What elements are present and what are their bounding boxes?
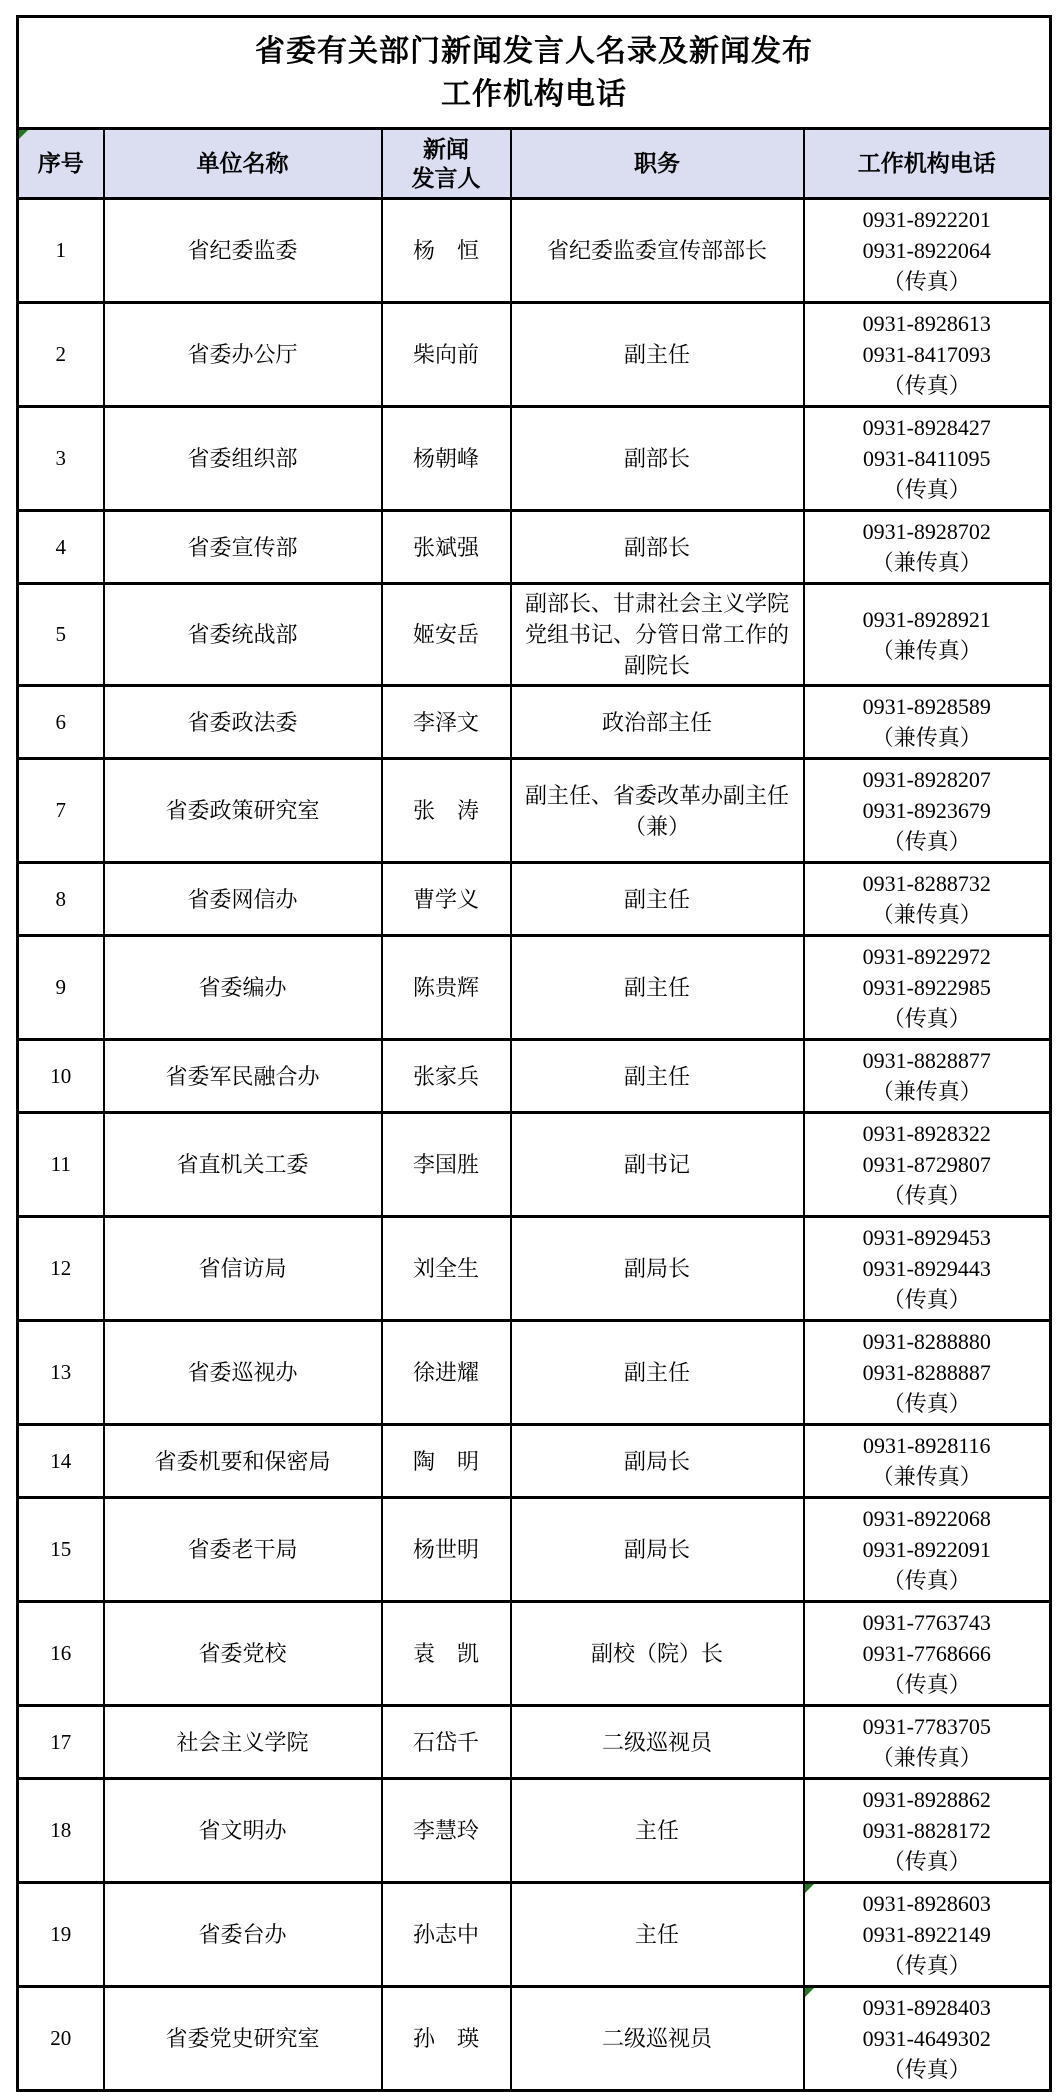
position-cell: 副书记 [511, 1113, 804, 1217]
phone-line: 0931-8922068 [862, 1506, 991, 1531]
phone-line: 0931-4649302 [862, 2026, 991, 2051]
unit-cell: 社会主义学院 [104, 1706, 382, 1779]
spokesperson-cell: 曹学义 [382, 863, 511, 936]
spokesperson-cell: 徐进耀 [382, 1321, 511, 1425]
phone-cell [804, 863, 1051, 936]
position-cell: 副局长 [511, 1425, 804, 1498]
title-row [18, 17, 1051, 129]
phone-line: 0931-8729807 [862, 1152, 991, 1177]
table-row [18, 936, 1051, 1040]
unit-cell: 省信访局 [104, 1217, 382, 1321]
header-seq [18, 129, 104, 199]
seq-cell: 16 [18, 1602, 104, 1706]
phone-line: 0931-8922064 [862, 238, 991, 263]
position-cell: 副局长 [511, 1217, 804, 1321]
phone-line: 0931-8828172 [862, 1818, 991, 1843]
table-row [18, 407, 1051, 511]
phone-line: 0931-8288880 [862, 1329, 991, 1354]
spokesperson-cell: 杨 恒 [382, 199, 511, 303]
position-cell: 副主任、省委改革办副主任（兼） [511, 759, 804, 863]
unit-cell: 省文明办 [104, 1779, 382, 1883]
unit-cell: 省委巡视办 [104, 1321, 382, 1425]
seq-cell: 12 [18, 1217, 104, 1321]
phone-line: （传真） [882, 2057, 971, 2082]
unit-cell: 省委政策研究室 [104, 759, 382, 863]
table-row [18, 1779, 1051, 1883]
seq-cell: 10 [18, 1040, 104, 1113]
phone-cell [804, 1113, 1051, 1217]
seq-cell: 8 [18, 863, 104, 936]
unit-cell: 省委军民融合办 [104, 1040, 382, 1113]
table-row [18, 1498, 1051, 1602]
table-row [18, 1217, 1051, 1321]
seq-cell: 9 [18, 936, 104, 1040]
phone-line: （兼传真） [871, 725, 982, 750]
phone-line: （兼传真） [871, 1745, 982, 1770]
phone-cell [804, 303, 1051, 407]
spokesperson-directory-table [16, 15, 1052, 2092]
unit-cell: 省委党校 [104, 1602, 382, 1706]
unit-cell: 省委老干局 [104, 1498, 382, 1602]
spokesperson-cell: 孙志中 [382, 1883, 511, 1987]
seq-cell: 20 [18, 1987, 104, 2091]
seq-cell: 11 [18, 1113, 104, 1217]
spokesperson-cell: 张家兵 [382, 1040, 511, 1113]
header-position [511, 129, 804, 199]
phone-line: 0931-8928116 [863, 1433, 991, 1458]
phone-line: 0931-8828877 [862, 1048, 991, 1073]
phone-line: （传真） [882, 1953, 971, 1978]
spokesperson-cell: 李泽文 [382, 686, 511, 759]
phone-line: （传真） [882, 269, 971, 294]
spokesperson-cell: 陈贵辉 [382, 936, 511, 1040]
table-title-line1: 省委有关部门新闻发言人名录及新闻发布 [255, 34, 814, 68]
table-row [18, 1706, 1051, 1779]
phone-line: 0931-8928862 [862, 1787, 991, 1812]
phone-line: 0931-7763743 [862, 1610, 991, 1635]
phone-line: 0931-8923679 [862, 798, 991, 823]
phone-line: （传真） [882, 1006, 971, 1031]
phone-cell [804, 1883, 1051, 1987]
spokesperson-cell: 石岱千 [382, 1706, 511, 1779]
seq-cell: 3 [18, 407, 104, 511]
table-row [18, 511, 1051, 584]
phone-line: （传真） [882, 1183, 971, 1208]
position-cell: 副主任 [511, 936, 804, 1040]
position-cell: 副主任 [511, 1321, 804, 1425]
phone-line: 0931-8288887 [862, 1360, 991, 1385]
position-cell: 二级巡视员 [511, 1706, 804, 1779]
phone-line: （传真） [882, 477, 971, 502]
spokesperson-cell: 刘全生 [382, 1217, 511, 1321]
header-spokesperson [382, 129, 511, 199]
phone-cell [804, 1706, 1051, 1779]
spokesperson-cell: 张 涛 [382, 759, 511, 863]
header-unit [104, 129, 382, 199]
unit-cell: 省委编办 [104, 936, 382, 1040]
phone-line: （兼传真） [871, 637, 982, 663]
seq-cell: 2 [18, 303, 104, 407]
unit-cell: 省委台办 [104, 1883, 382, 1987]
position-cell: 副部长 [511, 511, 804, 584]
phone-line: 0931-8288732 [862, 871, 991, 896]
seq-cell: 7 [18, 759, 104, 863]
phone-line: （传真） [882, 1672, 971, 1697]
phone-line: （传真） [882, 1849, 971, 1874]
phone-line: （兼传真） [871, 1464, 982, 1489]
cell-error-indicator-icon [805, 1988, 814, 1997]
phone-cell [804, 407, 1051, 511]
phone-line: 0931-8928403 [862, 1995, 991, 2020]
phone-line: 0931-8928207 [862, 767, 991, 792]
phone-line: （传真） [882, 1568, 971, 1593]
phone-cell [804, 1602, 1051, 1706]
phone-cell [804, 686, 1051, 759]
spokesperson-cell: 杨朝峰 [382, 407, 511, 511]
header-position-label: 职务 [634, 150, 680, 176]
phone-cell [804, 1321, 1051, 1425]
table-row [18, 1321, 1051, 1425]
phone-line: 0931-8417093 [862, 342, 991, 367]
seq-cell: 17 [18, 1706, 104, 1779]
phone-cell [804, 1217, 1051, 1321]
header-spokesperson-line2: 发言人 [411, 164, 481, 191]
spokesperson-cell: 姬安岳 [382, 584, 511, 686]
unit-cell: 省委组织部 [104, 407, 382, 511]
spokesperson-cell: 柴向前 [382, 303, 511, 407]
position-cell: 副校（院）长 [511, 1602, 804, 1706]
cell-error-indicator-icon [805, 1884, 814, 1893]
phone-cell [804, 584, 1051, 686]
header-phone [804, 129, 1051, 199]
header-phone-label: 工作机构电话 [857, 150, 996, 176]
spokesperson-cell: 李国胜 [382, 1113, 511, 1217]
unit-cell: 省委统战部 [104, 584, 382, 686]
table-row [18, 1425, 1051, 1498]
phone-line: （传真） [882, 1391, 971, 1416]
position-cell: 副局长 [511, 1498, 804, 1602]
phone-line: （传真） [882, 1287, 971, 1312]
phone-line: 0931-8928589 [862, 694, 991, 719]
phone-cell [804, 1425, 1051, 1498]
seq-cell: 4 [18, 511, 104, 584]
table-row [18, 1040, 1051, 1113]
phone-cell [804, 199, 1051, 303]
seq-cell: 13 [18, 1321, 104, 1425]
table-row [18, 1987, 1051, 2091]
phone-line: 0931-8929443 [862, 1256, 991, 1281]
spokesperson-cell: 陶 明 [382, 1425, 511, 1498]
phone-line: （兼传真） [871, 1079, 982, 1104]
table-row [18, 584, 1051, 686]
phone-line: 0931-8928613 [862, 311, 991, 336]
table-body [18, 199, 1051, 2091]
position-cell: 主任 [511, 1779, 804, 1883]
phone-cell [804, 1987, 1051, 2091]
phone-cell [804, 936, 1051, 1040]
position-cell: 二级巡视员 [511, 1987, 804, 2091]
phone-line: 0931-8928921 [862, 606, 991, 632]
phone-line: 0931-8922149 [862, 1922, 991, 1947]
phone-cell [804, 1779, 1051, 1883]
position-cell: 副部长 [511, 407, 804, 511]
seq-cell: 18 [18, 1779, 104, 1883]
phone-cell [804, 1498, 1051, 1602]
seq-cell: 19 [18, 1883, 104, 1987]
phone-line: 0931-8929453 [862, 1225, 991, 1250]
spokesperson-cell: 杨世明 [382, 1498, 511, 1602]
phone-cell [804, 511, 1051, 584]
cell-error-indicator-icon [19, 130, 28, 139]
spokesperson-cell: 张斌强 [382, 511, 511, 584]
table-title [18, 17, 1051, 129]
table-row [18, 863, 1051, 936]
unit-cell: 省委党史研究室 [104, 1987, 382, 2091]
phone-line: 0931-8411095 [863, 446, 991, 471]
unit-cell: 省委网信办 [104, 863, 382, 936]
table-row [18, 1883, 1051, 1987]
seq-cell: 6 [18, 686, 104, 759]
phone-line: （兼传真） [871, 902, 982, 927]
spokesperson-cell: 孙 瑛 [382, 1987, 511, 2091]
phone-line: 0931-8928427 [862, 415, 991, 440]
seq-cell: 1 [18, 199, 104, 303]
position-cell: 副部长、甘肃社会主义学院党组书记、分管日常工作的副院长 [511, 584, 804, 686]
position-cell: 省纪委监委宣传部部长 [511, 199, 804, 303]
seq-cell: 15 [18, 1498, 104, 1602]
table-row [18, 1602, 1051, 1706]
table-title-line2: 工作机构电话 [441, 77, 628, 111]
phone-line: 0931-8922985 [862, 975, 991, 1000]
phone-line: 0931-8928322 [862, 1121, 991, 1146]
header-seq-label: 序号 [37, 150, 84, 176]
unit-cell: 省委机要和保密局 [104, 1425, 382, 1498]
phone-line: 0931-7783705 [862, 1714, 991, 1739]
phone-cell [804, 759, 1051, 863]
phone-line: 0931-7768666 [862, 1641, 991, 1666]
seq-cell: 5 [18, 584, 104, 686]
phone-line: 0931-8922201 [862, 207, 991, 232]
position-cell: 主任 [511, 1883, 804, 1987]
position-cell: 副主任 [511, 1040, 804, 1113]
spokesperson-cell: 袁 凯 [382, 1602, 511, 1706]
phone-line: 0931-8922972 [862, 944, 991, 969]
phone-line: 0931-8928603 [862, 1891, 991, 1916]
table-row [18, 686, 1051, 759]
table-row [18, 759, 1051, 863]
table-row [18, 1113, 1051, 1217]
position-cell: 副主任 [511, 303, 804, 407]
header-spokesperson-line1: 新闻 [423, 135, 469, 162]
position-cell: 副主任 [511, 863, 804, 936]
table-row [18, 303, 1051, 407]
unit-cell: 省纪委监委 [104, 199, 382, 303]
table-row [18, 199, 1051, 303]
seq-cell: 14 [18, 1425, 104, 1498]
phone-line: （传真） [882, 373, 971, 398]
position-cell: 政治部主任 [511, 686, 804, 759]
phone-cell [804, 1040, 1051, 1113]
phone-line: （兼传真） [871, 550, 982, 575]
phone-line: 0931-8922091 [862, 1537, 991, 1562]
unit-cell: 省委宣传部 [104, 511, 382, 584]
spokesperson-cell: 李慧玲 [382, 1779, 511, 1883]
unit-cell: 省委政法委 [104, 686, 382, 759]
header-row [18, 129, 1051, 199]
unit-cell: 省直机关工委 [104, 1113, 382, 1217]
phone-line: （传真） [882, 829, 971, 854]
header-unit-label: 单位名称 [196, 150, 289, 176]
unit-cell: 省委办公厅 [104, 303, 382, 407]
phone-line: 0931-8928702 [862, 519, 991, 544]
